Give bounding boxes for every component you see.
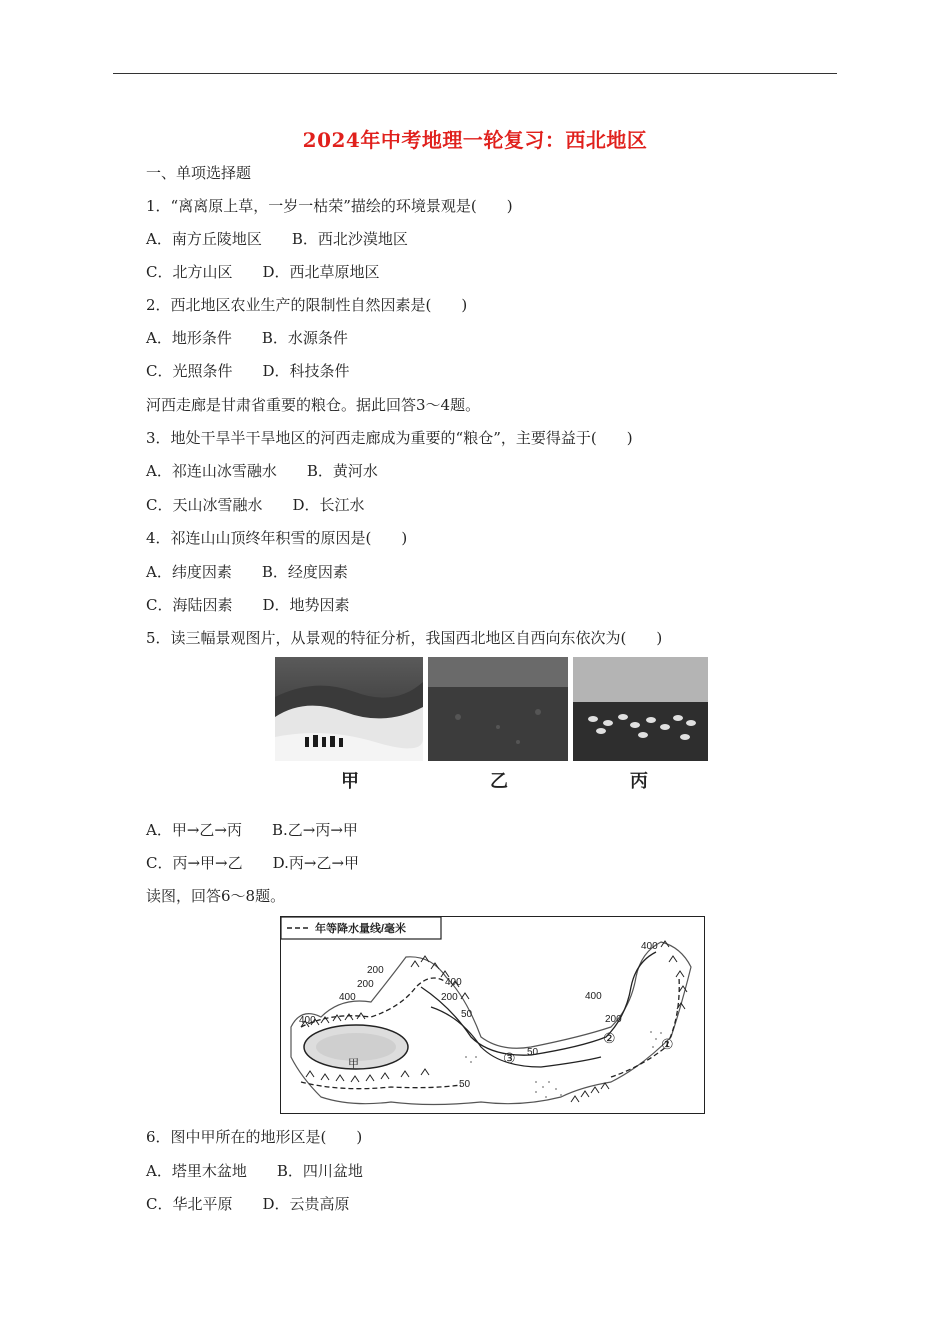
- question-line: 4．祁连山山顶终年积雪的原因是( ): [146, 529, 408, 547]
- page-title: 2024年中考地理一轮复习：西北地区: [302, 128, 648, 152]
- passage-line: 读图，回答6～8题。: [146, 887, 286, 905]
- marker-3: ③: [503, 1050, 516, 1066]
- marker-1: ①: [661, 1036, 674, 1052]
- isohyet-label: 200: [441, 992, 458, 1003]
- precipitation-map: [280, 916, 705, 1114]
- isohyet-label: 400: [445, 977, 462, 988]
- map-legend: 年等降水量线/毫米: [315, 923, 407, 935]
- section-heading: 一、单项选择题: [146, 164, 252, 182]
- isohyet-label: 400: [299, 1015, 316, 1026]
- desert-photo: [275, 657, 423, 761]
- question-line: 3．地处干旱半干旱地区的河西走廊成为重要的“粮仓”，主要得益于( ): [146, 429, 633, 447]
- option-line: A．甲→乙→丙 B.乙→丙→甲: [146, 821, 358, 839]
- passage-line: 河西走廊是甘肃省重要的粮仓。据此回答3～4题。: [146, 396, 481, 414]
- photo-caption: 丙: [630, 771, 648, 792]
- isohyet-label: 200: [357, 979, 374, 990]
- option-line: C．丙→甲→乙 D.丙→乙→甲: [146, 854, 360, 872]
- isohyet-label: 200: [367, 965, 384, 976]
- isohyet-label: 50: [459, 1079, 471, 1090]
- landscape-photos: [275, 657, 708, 792]
- option-line: C．北方山区 D．西北草原地区: [146, 263, 380, 281]
- isohyet-label: 400: [339, 992, 356, 1003]
- option-line: C．华北平原 D．云贵高原: [146, 1195, 350, 1213]
- grassland-photo: [573, 657, 708, 761]
- option-line: C．天山冰雪融水 D．长江水: [146, 496, 365, 514]
- header-rule: [113, 73, 837, 74]
- isohyet-label: 50: [461, 1009, 473, 1020]
- option-line: A．南方丘陵地区 B．西北沙漠地区: [146, 230, 408, 248]
- question-line: 2．西北地区农业生产的限制性自然因素是( ): [146, 296, 468, 314]
- isohyet-label: 50: [527, 1047, 539, 1058]
- isohyet-label: 400: [641, 941, 658, 952]
- option-line: A．祁连山冰雪融水 B．黄河水: [146, 462, 378, 480]
- photo-caption: 甲: [341, 771, 359, 792]
- question-line: 6．图中甲所在的地形区是( ): [146, 1128, 363, 1146]
- steppe-photo: [428, 657, 568, 761]
- option-line: C．光照条件 D．科技条件: [146, 362, 350, 380]
- isohyet-label: 400: [585, 991, 602, 1002]
- isohyet-label: 200: [605, 1014, 622, 1025]
- option-line: C．海陆因素 D．地势因素: [146, 596, 350, 614]
- photo-caption: 乙: [490, 771, 508, 792]
- option-line: A．纬度因素 B．经度因素: [146, 563, 348, 581]
- option-line: A．地形条件 B．水源条件: [146, 329, 348, 347]
- marker-2: ②: [603, 1030, 616, 1046]
- question-line: 5．读三幅景观图片，从景观的特征分析，我国西北地区自西向东依次为( ): [146, 629, 663, 647]
- region-label-jia: 甲: [348, 1057, 359, 1070]
- option-line: A．塔里木盆地 B．四川盆地: [146, 1162, 363, 1180]
- question-line: 1．“离离原上草，一岁一枯荣”描绘的环境景观是( ): [146, 197, 513, 215]
